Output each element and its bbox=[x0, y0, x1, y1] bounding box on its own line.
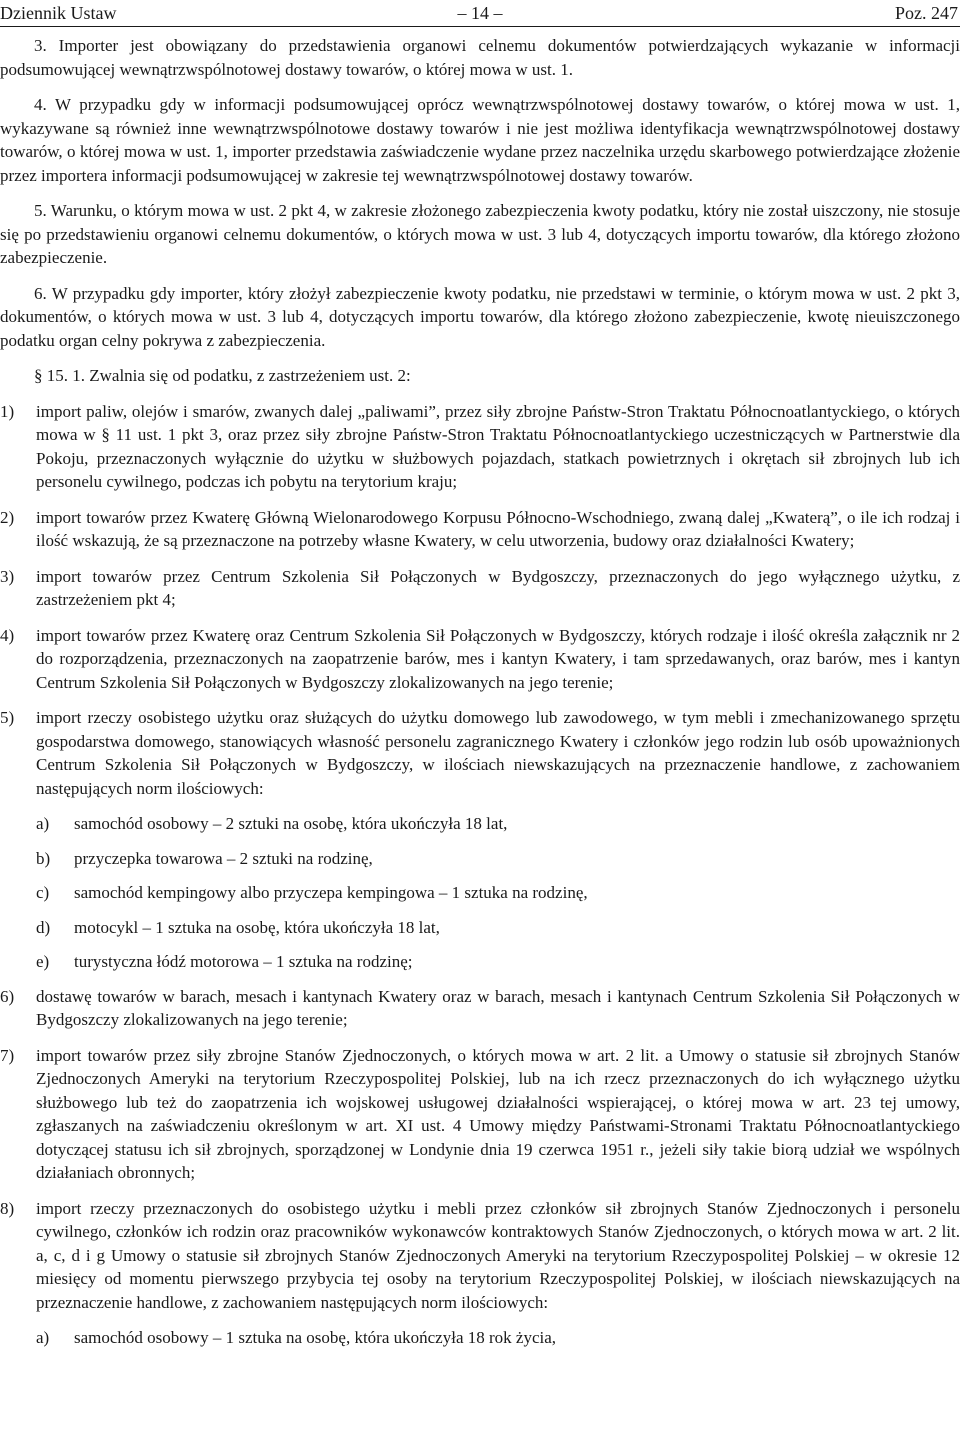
list-item bbox=[0, 706, 960, 800]
list-item bbox=[0, 1197, 960, 1315]
item-number: 2) bbox=[0, 507, 15, 527]
item-text: import towarów przez Kwaterę oraz Centrum Szkolenia Sił Połączonych w Bydgoszczy, których rodzaje i ilość określa załącznik nr 2 do rozporządzenia, przeznaczonych na zaopatrzenie barów, mes i kantyn Kwatery, i tam sprzedawanych, oraz barów, mes i kantyn Centrum Szkolenia Sił Połączonych w Bydgoszczy zlokalizowanych na jego terenie; bbox=[36, 625, 960, 692]
paragraph-5: 5. Warunku, o którym mowa w ust. 2 pkt 4, w zakresie złożonego zabezpieczenia kwoty podatku, który nie został uiszczony, nie stosuje się po przedstawieniu organowi celnemu dokumentów, o których mowa w ust. 3 lub 4, dotyczących importu towarów, dla którego złożono zabezpieczenie. bbox=[0, 201, 960, 267]
item-text: import rzeczy osobistego użytku oraz służących do użytku domowego lub zawodowego, w tym mebli i zmechanizowanego sprzętu gospodarstwa domowego, stanowiących własność personelu zagranicznego Kwatery i członków jego rodzin lub osób upoważnionych Centrum Szkolenia Sił Połączonych w Bydgoszczy, w ilościach niewskazujących na przeznaczenie handlowe, z zachowaniem następujących norm ilościowych: bbox=[36, 708, 960, 798]
section-15-intro: § 15. 1. Zwalnia się od podatku, z zastrzeżeniem ust. 2: bbox=[34, 366, 411, 385]
list-item bbox=[0, 400, 960, 494]
item-number: 5) bbox=[0, 708, 15, 727]
document-body bbox=[0, 34, 960, 1361]
sub-item-text: turystyczna łódź motorowa – 1 sztuka na rodzinę; bbox=[74, 952, 413, 971]
list-item bbox=[0, 624, 960, 695]
position-number: Poz. 247 bbox=[895, 3, 958, 23]
sub-list-item bbox=[0, 812, 960, 836]
sub-item-letter: c) bbox=[36, 883, 50, 902]
sub-item-text: motocykl – 1 sztuka na osobę, która ukończyła 18 lat, bbox=[74, 917, 440, 937]
item-number: 6) bbox=[0, 986, 15, 1006]
sub-item-text: samochód kempingowy albo przyczepa kempingowa – 1 sztuka na rodzinę, bbox=[74, 883, 588, 902]
sub-list-item bbox=[0, 847, 960, 871]
sub-list-item bbox=[0, 1326, 960, 1350]
item-text: import rzeczy przeznaczonych do osobistego użytku i mebli przez członków sił zbrojnych Stanów Zjednoczonych i personelu cywilnego, członków ich rodzin oraz pracowników wykonawców kontraktowych Stanów Zjednoczonych, o których mowa w art. 2 lit. a, c, d i g Umowy o statusie sił zbrojnych Stanów Zjednoczonych Ameryki na terytorium Rzeczypospolitej Polskiej – w okresie 12 miesięcy od momentu pierwszego przybycia tej osoby na terytorium Rzeczypospolitej Polskiej, w ilościach niewskazujących na przeznaczenie handlowe, z zachowaniem następujących norm ilościowych: bbox=[36, 1198, 960, 1312]
item-number: 4) bbox=[0, 625, 15, 645]
item-number: 7) bbox=[0, 1045, 15, 1065]
list-item bbox=[0, 506, 960, 553]
item-text: import towarów przez Kwaterę Główną Wielonarodowego Korpusu Północno-Wschodniego, zwaną dalej „Kwaterą”, o ile ich rodzaj i ilość wskazują, że są przeznaczone na potrzeby własne Kwatery, w celu utworzenia, budowy oraz działalności Kwatery; bbox=[36, 507, 960, 550]
paragraph-3: 3. Importer jest obowiązany do przedstawienia organowi celnemu dokumentów potwierdzających wykazanie w informacji podsumowującej wewnątrzwspólnotowej dostawy towarów, o której mowa w ust. 1. bbox=[0, 36, 960, 79]
sub-item-letter: d) bbox=[36, 917, 51, 937]
sub-item-letter: a) bbox=[36, 814, 50, 833]
paragraph-4: 4. W przypadku gdy w informacji podsumowującej oprócz wewnątrzwspólnotowej dostawy towarów, o której mowa w ust. 1, wykazywane są również inne wewnątrzwspólnotowe dostawy towarów i nie jest możliwa identyfikacja wewnątrzwspólnotowej dostawy towarów, o której mowa w ust. 1, importer przedstawia zaświadczenie wydane przez naczelnika urzędu skarbowego potwierdzające złożenie przez importera informacji podsumowującej w zakresie tej wewnątrzwspólnotowej dostawy towarów. bbox=[0, 95, 960, 185]
item-number: 1) bbox=[0, 401, 15, 421]
sub-item-letter: e) bbox=[36, 952, 50, 971]
sub-list-item bbox=[0, 950, 960, 974]
item-text: import towarów przez siły zbrojne Stanów Zjednoczonych, o których mowa w art. 2 lit. a Umowy o statusie sił zbrojnych Stanów Zjednoczonych Ameryki na terytorium Rzeczypospolitej Polskiej, lub na ich rzecz przeznaczonych do ich wyłącznego użytku służbowego lub też do zaopatrzenia ich wojskowej usługowej działalności wspierającej, o której mowa w art. 23 tej umowy, zgłaszanych na zaświadczeniu określonym w art. XI ust. 4 Umowy między Państwami-Stronami Traktatu Północnoatlantyckiego dotyczącej statusu ich sił zbrojnych, sporządzonej w Londynie dnia 19 czerwca 1951 r., jeżeli siły takie biorą udział we wspólnych działaniach obronnych; bbox=[36, 1045, 960, 1182]
list-item bbox=[0, 1044, 960, 1185]
page-number: – 14 – bbox=[457, 3, 503, 23]
sub-list-item bbox=[0, 916, 960, 940]
sub-item-letter: a) bbox=[36, 1328, 50, 1347]
journal-title: Dziennik Ustaw bbox=[0, 3, 117, 23]
item-text: dostawę towarów w barach, mesach i kantynach Kwatery oraz w barach, mesach i kantynach Centrum Szkolenia Sił Połączonych w Bydgoszczy zlokalizowanych na jego terenie; bbox=[36, 986, 960, 1029]
paragraph-6: 6. W przypadku gdy importer, który złożył zabezpieczenie kwoty podatku, nie przedstawi w terminie, o którym mowa w ust. 2 pkt 3, dokumentów, o których mowa w ust. 3 lub 4, dotyczących importu towarów, dla którego złożono zabezpieczenie, kwotę nieuiszczonego podatku organ celny pokrywa z zabezpieczenia. bbox=[0, 283, 960, 350]
item-number: 8) bbox=[0, 1198, 15, 1218]
sub-item-text: samochód osobowy – 2 sztuki na osobę, która ukończyła 18 lat, bbox=[74, 814, 508, 833]
sub-item-letter: b) bbox=[36, 848, 51, 868]
list-item bbox=[0, 985, 960, 1032]
sub-item-text: samochód osobowy – 1 sztuka na osobę, która ukończyła 18 rok życia, bbox=[74, 1328, 557, 1347]
sub-item-text: przyczepka towarowa – 2 sztuki na rodzinę, bbox=[74, 848, 373, 868]
item-text: import paliw, olejów i smarów, zwanych dalej „paliwami”, przez siły zbrojne Państw-Stron Traktatu Północnoatlantyckiego, o których mowa w § 11 ust. 1 pkt 3, oraz przez siły zbrojne Państw-Stron Traktatu Północnoatlantyckiego uczestniczących w Partnerstwie dla Pokoju, przeznaczonych wyłącznie do użytku w służbowych pojazdach, statkach powietrznych i okrętach sił zbrojnych lub ich personelu cywilnego, podczas ich pobytu na terytorium kraju; bbox=[36, 401, 960, 491]
page-header bbox=[0, 0, 960, 26]
item-text: import towarów przez Centrum Szkolenia Sił Połączonych w Bydgoszczy, przeznaczonych do jego wyłącznego użytku, z zastrzeżeniem pkt 4; bbox=[36, 566, 960, 609]
header-rule bbox=[0, 26, 960, 27]
list-item bbox=[0, 565, 960, 612]
sub-list-item bbox=[0, 881, 960, 905]
item-number: 3) bbox=[0, 566, 15, 586]
